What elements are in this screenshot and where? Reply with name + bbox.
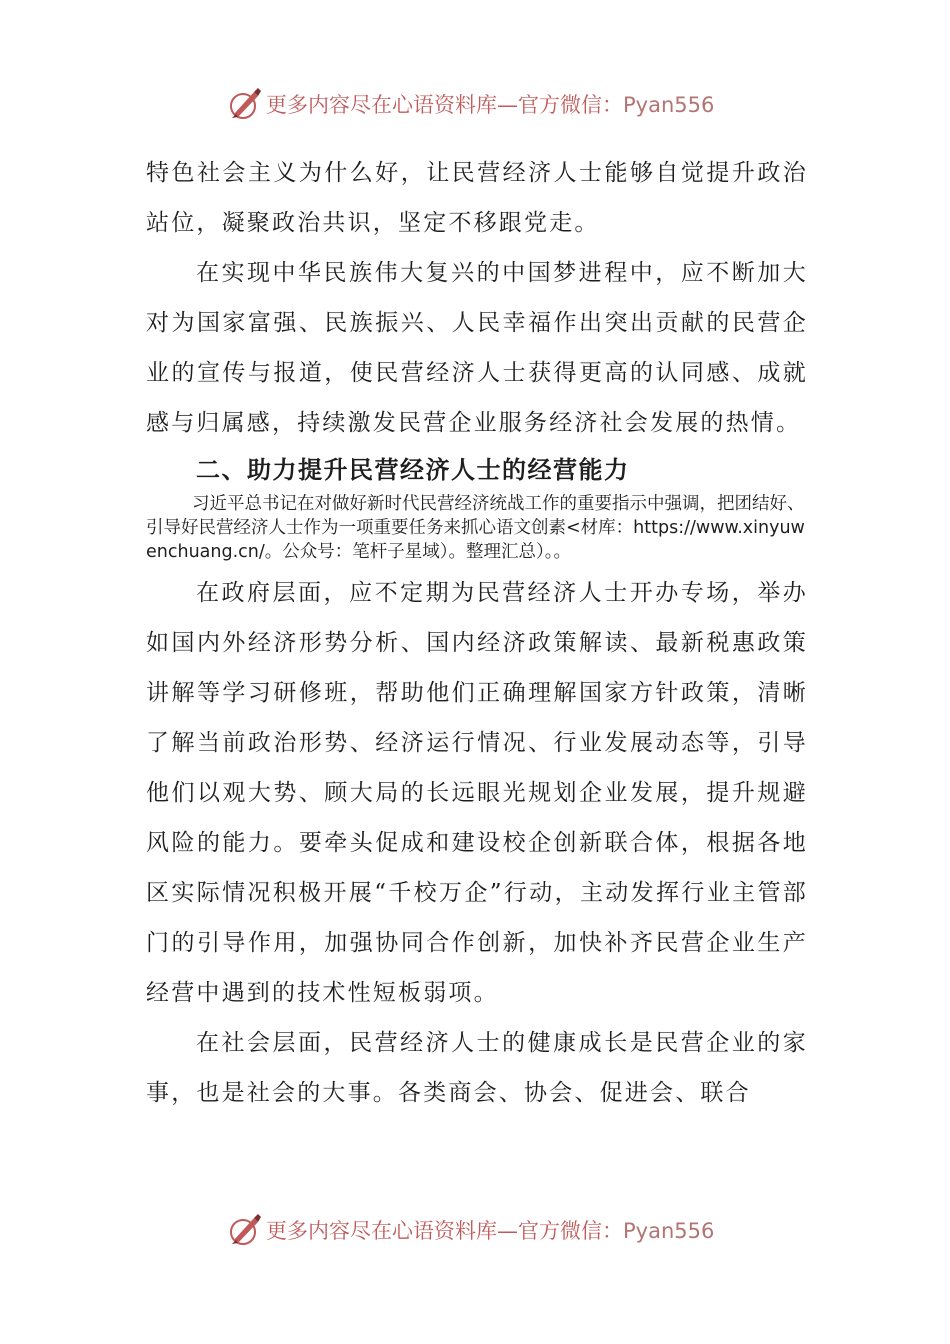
- paragraph-4: 在社会层面，民营经济人士的健康成长是民营企业的家事，也是社会的大事。各类商会、协会、促进会、联合: [146, 1030, 808, 1106]
- paragraph-1: 特色社会主义为什么好，让民营经济人士能够自觉提升政治站位，凝聚政治共识，坚定不移跟党走。: [146, 160, 808, 236]
- footer-banner: [228, 1210, 728, 1250]
- footer-wechat-id: Pyan556: [623, 1219, 715, 1243]
- paragraph-2: 在实现中华民族伟大复兴的中国梦进程中，应不断加大对为国家富强、民族振兴、人民幸福作出突出贡献的民营企业的宣传与报道，使民营经济人士获得更高的认同感、成就感与归属感，持续激发民营企业服务经济社会发展的热情。: [146, 260, 808, 436]
- pen-logo-icon: [228, 1213, 262, 1247]
- source-note: 习近平总书记在对做好新时代民营经济统战工作的重要指示中强调，把团结好、引导好民营经济人士作为一项重要任务来抓心语文创素<材库：https://www.xinyuwenchuang.cn/。公众号：笔杆子星域）。整理汇总）。。: [146, 494, 805, 562]
- pen-logo-icon: [228, 87, 262, 121]
- header-banner: [228, 84, 728, 124]
- footer-banner-text: 更多内容尽在心语资料库—官方微信：Pyan556: [266, 1219, 715, 1243]
- document-body: [146, 148, 808, 1118]
- header-banner-text: 更多内容尽在心语资料库—官方微信：Pyan556: [266, 93, 715, 117]
- paragraph-3: 在政府层面，应不定期为民营经济人士开办专场，举办如国内外经济形势分析、国内经济政策解读、最新税惠政策讲解等学习研修班，帮助他们正确理解国家方针政策，清晰了解当前政治形势、经济运行情况、行业发展动态等，引导他们以观大势、顾大局的长远眼光规划企业发展，提升规避风险的能力。要牵头促成和建设校企创新联合体，根据各地区实际情况积极开展“千校万企”行动，主动发挥行业主管部门的引导作用，加强协同合作创新，加快补齐民营企业生产经营中遇到的技术性短板弱项。: [146, 580, 808, 1006]
- header-wechat-id: Pyan556: [623, 93, 715, 117]
- section-heading: 二、助力提升民营经济人士的经营能力: [196, 456, 630, 484]
